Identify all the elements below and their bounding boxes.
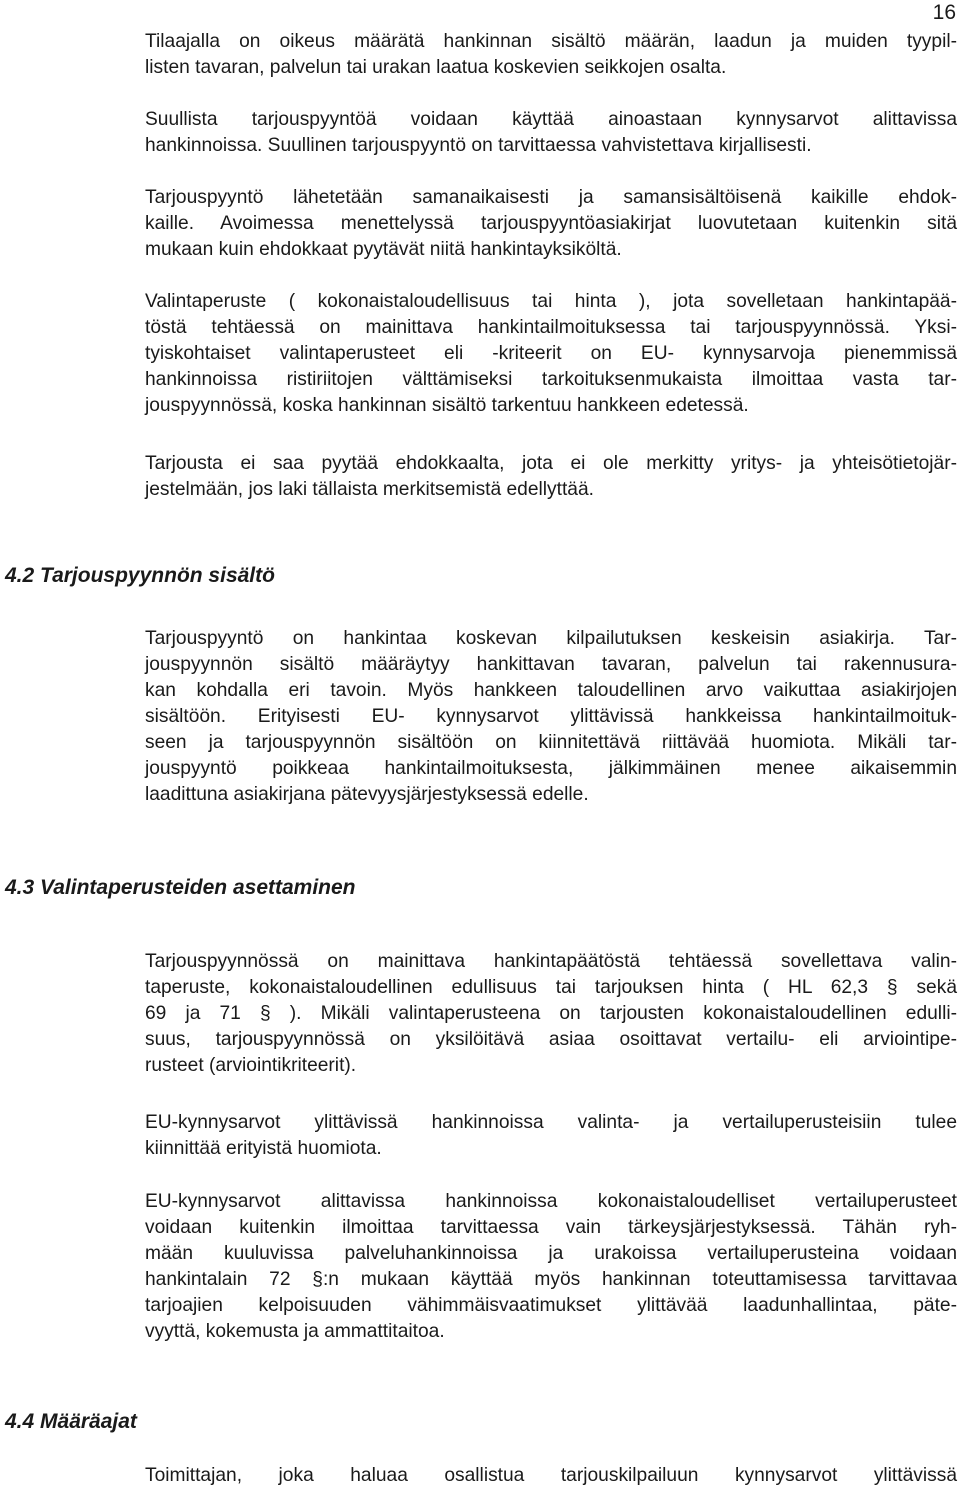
text-line: kaille. Avoimessa menettelyssä tarjouspyyntöasiakirjat luovutetaan kuitenkin sitä [145,213,957,234]
text-line: Tarjousta ei saa pyytää ehdokkaalta, jota ei ole merkitty yritys- ja yhteisötietojär- [145,453,957,474]
text-line: Tarjouspyyntö lähetetään samanaikaisesti ja samansisältöisenä kaikille ehdok- [145,187,957,208]
paragraph-tarjouspyynnon-sisalto [145,626,957,808]
text-line: Valintaperuste ( kokonaistaloudellisuus tai hinta ), jota sovelletaan hankintapää- [145,291,957,312]
text-line: jouspyyntö poikkeaa hankintailmoituksesta, jälkimmäinen menee aikaisemmin [145,758,957,779]
section-heading-4-3: 4.3 Valintaperusteiden asettaminen [5,876,356,899]
text-line: kiinnittää erityistä huomiota. [145,1138,382,1159]
text-line: Tarjouspyyntö on hankintaa koskevan kilpailutuksen keskeisin asiakirja. Tar- [145,628,957,649]
text-line: jouspyynnössä, koska hankinnan sisältö tarkentuu hankkeen edetessä. [145,395,749,416]
text-line: listen tavaran, palvelun tai urakan laatua koskevien seikkojen osalta. [145,57,727,78]
text-line: EU-kynnysarvot ylittävissä hankinnoissa valinta- ja vertailuperusteisiin tulee [145,1112,957,1133]
text-line: tarjoajien kelpoisuuden vähimmäisvaatimukset ylittävää laadunhallintaa, päte- [145,1295,957,1316]
text-line: mään kuuluvissa palveluhankinnoissa ja urakoissa vertailuperusteina voidaan [145,1243,957,1264]
text-line: hankinnoissa ristiriitojen välttämiseksi tarkoituksenmukaista ilmoittaa vasta tar- [145,369,957,390]
text-line: töstä tehtäessä on mainittava hankintailmoituksessa tai tarjouspyynnössä. Yksi- [145,317,957,338]
text-line: hankintalain 72 §:n mukaan käyttää myös hankinnan toteuttamisessa tarvittavaa [145,1269,957,1290]
page-number: 16 [932,1,956,24]
paragraph-ehdokkaan-rekisteri [145,451,957,503]
paragraph-eu-kynnysarvot-alittavat [145,1189,957,1345]
paragraph-tarjouspyynnon-lahettaminen [145,185,957,263]
text-line: Tilaajalla on oikeus määrätä hankinnan sisältö määrän, laadun ja muiden tyypil- [145,31,957,52]
paragraph-suullinen-tarjouspyynto [145,107,957,159]
text-line: sisältöön. Erityisesti EU- kynnysarvot ylittävissä hankkeissa hankintailmoituk- [145,706,957,727]
text-line: kan kohdalla eri tavoin. Myös hankkeen taloudellinen arvo vaikuttaa asiakirjojen [145,680,957,701]
text-line: Suullista tarjouspyyntöä voidaan käyttää ainoastaan kynnysarvot alittavissa [145,109,957,130]
text-line: jestelmään, jos laki tällaista merkitsemistä edellyttää. [145,479,594,500]
paragraph-valintaperuste [145,289,957,419]
paragraph-valintaperusteen-mainitseminen [145,949,957,1079]
paragraph-eu-kynnysarvot-ylittavat [145,1110,957,1162]
text-line: tyiskohtaiset valintaperusteet eli -kriteerit on EU- kynnysarvoja pienemmissä [145,343,957,364]
text-line: laadittuna asiakirjana pätevyysjärjestyksessä edelle. [145,784,589,805]
text-line: 69 ja 71 § ). Mikäli valintaperusteena on tarjousten kokonaistaloudellinen edulli- [145,1003,957,1024]
text-line: suus, tarjouspyynnössä on yksilöitävä asiaa osoittavat vertailu- eli arviointipe- [145,1029,957,1050]
section-heading-4-2: 4.2 Tarjouspyynnön sisältö [5,564,275,587]
text-line: mukaan kuin ehdokkaat pyytävät niitä hankintayksiköltä. [145,239,622,260]
text-line: Tarjouspyynnössä on mainittava hankintapäätöstä tehtäessä sovellettava valin- [145,951,957,972]
text-line: seen ja tarjouspyynnön sisältöön on kiinnitettävä riittävää huomiota. Mikäli tar- [145,732,957,753]
text-line: Toimittajan, joka haluaa osallistua tarjouskilpailuun kynnysarvot ylittävissä [145,1465,957,1486]
text-line: vyyttä, kokemusta ja ammattitaitoa. [145,1321,445,1342]
text-line: EU-kynnysarvot alittavissa hankinnoissa kokonaistaloudelliset vertailuperusteet [145,1191,957,1212]
section-heading-4-4: 4.4 Määräajat [5,1410,137,1433]
text-line: taperuste, kokonaistaloudellinen edullisuus tai tarjouksen hinta ( HL 62,3 § sekä [145,977,957,998]
text-line: hankinnoissa. Suullinen tarjouspyyntö on tarvittaessa vahvistettava kirjallisesti. [145,135,812,156]
paragraph-toimittaja [145,1463,957,1489]
text-line: rusteet (arviointikriteerit). [145,1055,357,1076]
text-line: voidaan kuitenkin ilmoittaa tarvittaessa vain tärkeysjärjestyksessä. Tähän ryh- [145,1217,957,1238]
paragraph-tilaajan-oikeus [145,29,957,81]
text-line: jouspyynnön sisältö määräytyy hankittavan tavaran, palvelun tai rakennusura- [145,654,957,675]
